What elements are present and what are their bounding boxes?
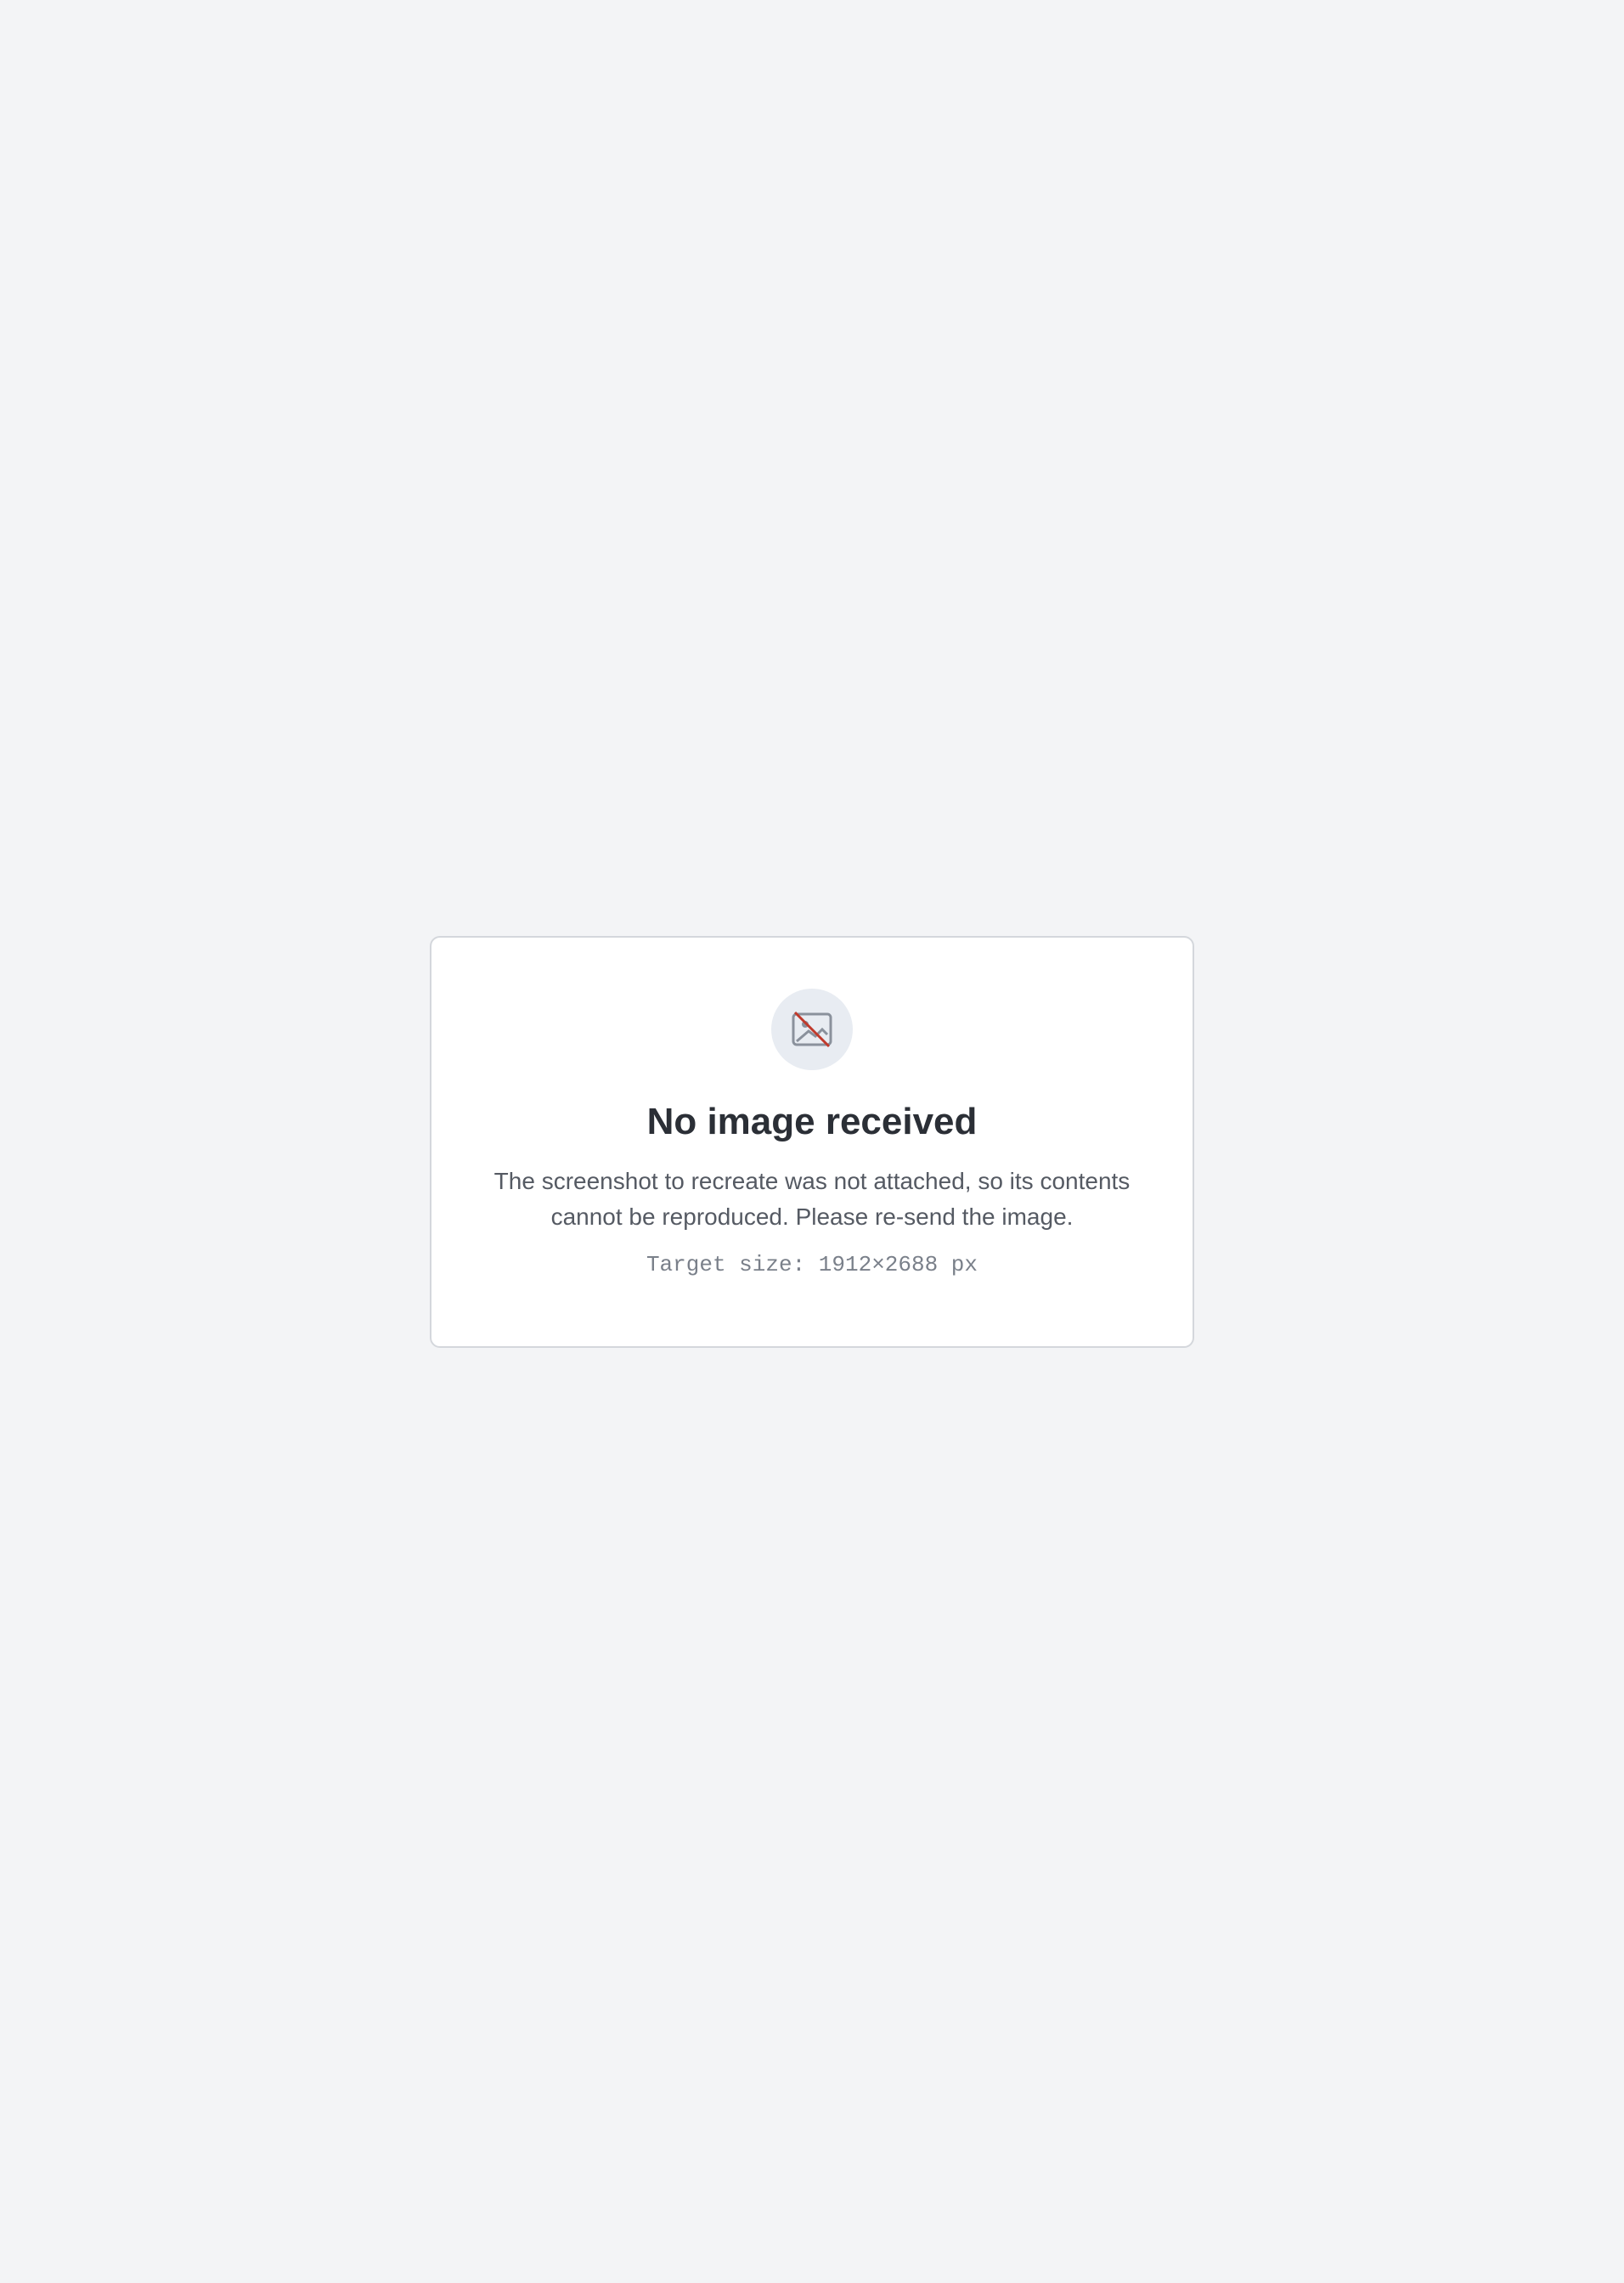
notice-message: The screenshot to recreate was not attached, so its contents cannot be reproduced. Please re-send the image. — [493, 1167, 1131, 1230]
notice-title: No image received — [646, 1100, 978, 1142]
notice-target-size: Target size: 1912×2688 px — [646, 1251, 978, 1277]
missing-image-notice — [430, 936, 1194, 1348]
image-missing-icon — [771, 989, 853, 1070]
